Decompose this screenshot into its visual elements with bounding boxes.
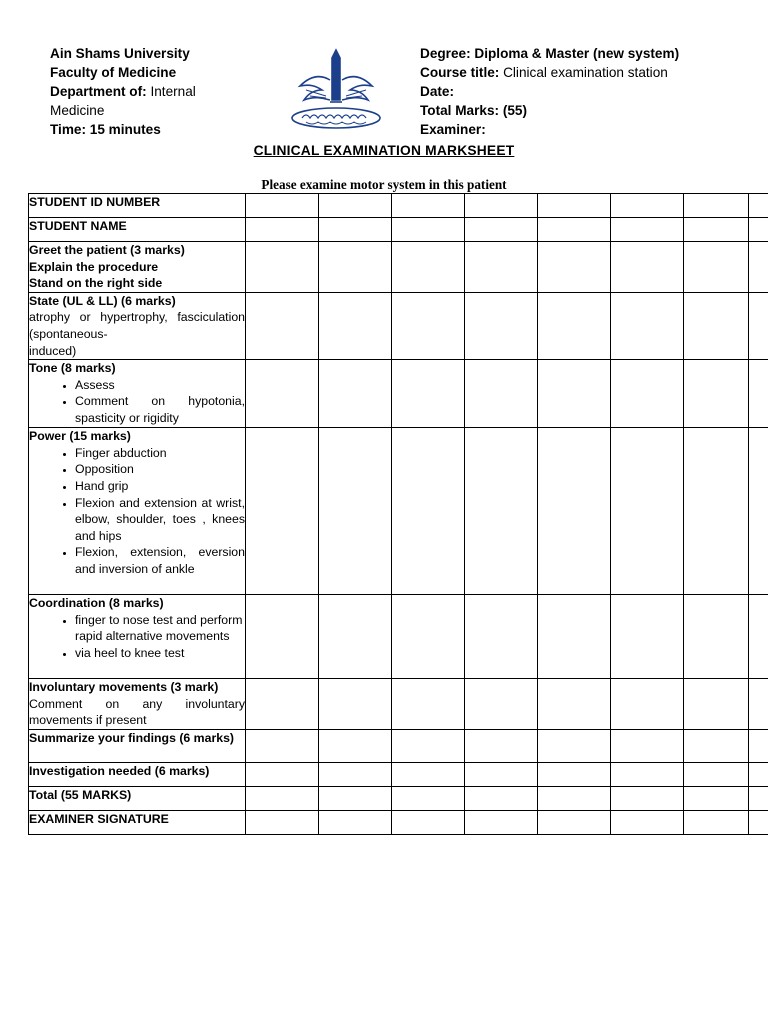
table-row <box>29 595 768 679</box>
score-cell[interactable] <box>749 292 768 359</box>
score-cell[interactable] <box>611 428 684 595</box>
score-cell[interactable] <box>611 218 684 242</box>
date-label: Date: <box>420 84 454 99</box>
score-cell[interactable] <box>749 218 768 242</box>
score-cell[interactable] <box>246 786 319 810</box>
score-cell[interactable] <box>749 428 768 595</box>
score-cell[interactable] <box>319 360 392 428</box>
score-cell[interactable] <box>246 292 319 359</box>
course-value: Clinical examination station <box>503 65 668 80</box>
department-label: Department of: <box>50 84 147 99</box>
list-item: • finger to nose test and perform rapid alternative movements <box>75 612 245 645</box>
score-cell[interactable] <box>392 679 465 730</box>
score-cell[interactable] <box>392 360 465 428</box>
list-item: • Comment on hypotonia, spasticity or rigidity <box>75 393 245 426</box>
score-cell[interactable] <box>538 679 611 730</box>
score-cell[interactable] <box>392 762 465 786</box>
total-marks: Total Marks: (55) <box>420 103 528 118</box>
score-cell[interactable] <box>465 679 538 730</box>
score-cell[interactable] <box>246 428 319 595</box>
score-cell[interactable] <box>246 762 319 786</box>
score-cell[interactable] <box>538 729 611 762</box>
header-right <box>420 44 740 139</box>
list-item: • Flexion and extension at wrist, elbow, shoulder, toes , knees and hips <box>75 495 245 545</box>
score-cell[interactable] <box>465 242 538 293</box>
list-item: • Flexion, extension, eversion and inversion of ankle <box>75 544 245 577</box>
degree: Degree: Diploma & Master (new system) <box>420 46 680 61</box>
score-cell[interactable] <box>392 218 465 242</box>
score-cell[interactable] <box>749 679 768 730</box>
score-cell[interactable] <box>319 786 392 810</box>
table-row <box>29 810 768 834</box>
score-cell[interactable] <box>538 194 611 218</box>
score-cell[interactable] <box>392 194 465 218</box>
score-cell[interactable] <box>538 762 611 786</box>
score-cell[interactable] <box>538 360 611 428</box>
signature-cell[interactable] <box>465 810 538 834</box>
score-cell[interactable] <box>749 786 768 810</box>
score-cell[interactable] <box>465 428 538 595</box>
score-cell[interactable] <box>319 242 392 293</box>
course-line <box>420 63 740 82</box>
table-row <box>29 729 768 762</box>
score-cell[interactable] <box>749 242 768 293</box>
score-cell[interactable] <box>684 428 749 595</box>
score-cell[interactable] <box>465 194 538 218</box>
row-label-summarize <box>29 729 246 762</box>
signature-cell[interactable] <box>538 810 611 834</box>
list-item: • Assess <box>75 377 245 394</box>
signature-cell[interactable] <box>749 810 768 834</box>
score-cell[interactable] <box>611 595 684 679</box>
state-title: State (UL & LL) (6 marks) <box>29 293 176 308</box>
score-cell[interactable] <box>465 729 538 762</box>
table-row <box>29 218 768 242</box>
table-row <box>29 360 768 428</box>
score-cell[interactable] <box>246 360 319 428</box>
coordination-title: Coordination (8 marks) <box>29 596 164 611</box>
department-line <box>50 82 250 120</box>
table-row <box>29 762 768 786</box>
row-label-state <box>29 292 246 359</box>
state-text: atrophy or hypertrophy, fasciculation (spontaneous- <box>29 310 245 341</box>
score-cell[interactable] <box>465 762 538 786</box>
university-logo <box>286 46 386 132</box>
score-cell[interactable] <box>319 729 392 762</box>
instruction: Please examine motor system in this patient <box>261 177 507 192</box>
list-item: • Finger abduction <box>75 445 245 462</box>
power-list <box>29 445 245 578</box>
score-cell[interactable] <box>684 679 749 730</box>
score-cell[interactable] <box>246 729 319 762</box>
score-cell[interactable] <box>392 729 465 762</box>
score-cell[interactable] <box>392 595 465 679</box>
score-cell[interactable] <box>749 360 768 428</box>
greet-line: Greet the patient (3 marks) <box>29 243 185 257</box>
score-cell[interactable] <box>684 360 749 428</box>
score-cell[interactable] <box>684 218 749 242</box>
table-row <box>29 786 768 810</box>
score-cell[interactable] <box>538 218 611 242</box>
score-cell[interactable] <box>538 595 611 679</box>
score-cell[interactable] <box>611 729 684 762</box>
score-cell[interactable] <box>611 242 684 293</box>
row-label-greet <box>29 242 246 293</box>
row-label-total: Total (55 MARKS) <box>29 786 246 810</box>
score-cell[interactable] <box>538 242 611 293</box>
table-row <box>29 428 768 595</box>
header-left <box>50 44 250 139</box>
row-label-signature: EXAMINER SIGNATURE <box>29 810 246 834</box>
score-cell[interactable] <box>319 194 392 218</box>
score-cell[interactable] <box>319 428 392 595</box>
marksheet-table <box>28 193 768 835</box>
table-row <box>29 242 768 293</box>
tone-title: Tone (8 marks) <box>29 361 116 376</box>
score-cell[interactable] <box>611 292 684 359</box>
page-title: CLINICAL EXAMINATION MARKSHEET <box>253 143 515 158</box>
signature-cell[interactable] <box>611 810 684 834</box>
score-cell[interactable] <box>684 595 749 679</box>
score-cell[interactable] <box>319 762 392 786</box>
row-label-student-id: STUDENT ID NUMBER <box>29 194 246 218</box>
signature-cell[interactable] <box>319 810 392 834</box>
row-label-student-name: STUDENT NAME <box>29 218 246 242</box>
list-item: • Opposition <box>75 461 245 478</box>
score-cell[interactable] <box>749 729 768 762</box>
score-cell[interactable] <box>611 360 684 428</box>
score-cell[interactable] <box>684 194 749 218</box>
score-cell[interactable] <box>684 292 749 359</box>
power-title: Power (15 marks) <box>29 429 131 444</box>
involuntary-text: Comment on any involuntary movements if present <box>29 696 245 728</box>
list-item: • via heel to knee test <box>75 645 245 662</box>
coordination-list <box>29 612 245 662</box>
score-cell[interactable] <box>246 595 319 679</box>
faculty-name: Faculty of Medicine <box>50 65 177 80</box>
table-row <box>29 292 768 359</box>
score-cell[interactable] <box>611 786 684 810</box>
table-row <box>29 679 768 730</box>
score-cell[interactable] <box>684 242 749 293</box>
score-cell[interactable] <box>465 786 538 810</box>
row-label-power <box>29 428 246 595</box>
score-cell[interactable] <box>684 729 749 762</box>
score-cell[interactable] <box>538 786 611 810</box>
score-cell[interactable] <box>319 292 392 359</box>
score-cell[interactable] <box>465 595 538 679</box>
greet-line: Stand on the right side <box>29 276 163 291</box>
row-label-tone <box>29 360 246 428</box>
score-cell[interactable] <box>246 194 319 218</box>
department-value: Internal Medicine <box>50 84 196 118</box>
list-item: • Hand grip <box>75 478 245 495</box>
score-cell[interactable] <box>465 218 538 242</box>
score-cell[interactable] <box>246 679 319 730</box>
score-cell[interactable] <box>538 292 611 359</box>
score-cell[interactable] <box>684 786 749 810</box>
score-cell[interactable] <box>465 360 538 428</box>
signature-cell[interactable] <box>684 810 749 834</box>
greet-line: Explain the procedure <box>29 259 159 274</box>
score-cell[interactable] <box>684 762 749 786</box>
row-label-involuntary <box>29 679 246 730</box>
signature-cell[interactable] <box>246 810 319 834</box>
state-text-cont: induced) <box>29 343 77 358</box>
university-name: Ain Shams University <box>50 46 190 61</box>
score-cell[interactable] <box>749 762 768 786</box>
score-cell[interactable] <box>319 595 392 679</box>
involuntary-title: Involuntary movements (3 mark) <box>29 680 219 695</box>
score-cell[interactable] <box>246 218 319 242</box>
signature-cell[interactable] <box>392 810 465 834</box>
score-cell[interactable] <box>246 242 319 293</box>
score-cell[interactable] <box>392 428 465 595</box>
score-cell[interactable] <box>538 428 611 595</box>
row-label-coordination <box>29 595 246 679</box>
score-cell[interactable] <box>611 679 684 730</box>
score-cell[interactable] <box>319 218 392 242</box>
score-cell[interactable] <box>749 595 768 679</box>
table-row <box>29 194 768 218</box>
course-label: Course title: <box>420 65 500 80</box>
score-cell[interactable] <box>611 194 684 218</box>
summarize-text: Summarize your findings (6 marks) <box>29 730 235 745</box>
score-cell[interactable] <box>611 762 684 786</box>
score-cell[interactable] <box>465 292 538 359</box>
tone-list <box>29 377 245 427</box>
exam-time: Time: 15 minutes <box>50 122 161 137</box>
score-cell[interactable] <box>392 786 465 810</box>
score-cell[interactable] <box>749 194 768 218</box>
examiner-label: Examiner: <box>420 122 486 137</box>
score-cell[interactable] <box>392 242 465 293</box>
score-cell[interactable] <box>392 292 465 359</box>
row-label-investigation: Investigation needed (6 marks) <box>29 762 246 786</box>
score-cell[interactable] <box>319 679 392 730</box>
